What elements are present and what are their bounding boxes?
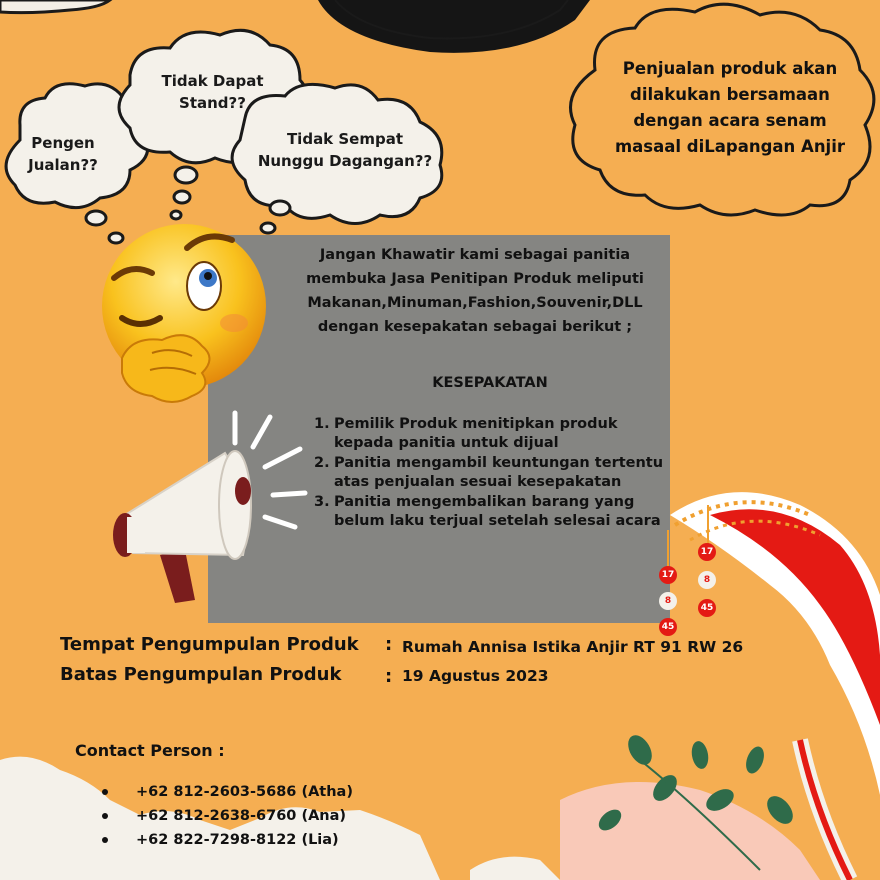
- agreement-item-number: 1.: [314, 416, 330, 432]
- contact-phone: +62 822-7298-8122 (Lia): [136, 832, 339, 848]
- contact-item: [100, 804, 353, 828]
- thought-cloud-left-text: [8, 132, 118, 176]
- deadline-colon: :: [385, 666, 393, 687]
- contact-title: Contact Person :: [75, 741, 225, 760]
- contact-item: [100, 828, 353, 852]
- agreement-item-number: 2.: [314, 455, 330, 471]
- intro-line: Makanan,Minuman,Fashion,Souvenir,DLL: [307, 295, 643, 311]
- contact-phone: +62 812-2638-6760 (Ana): [136, 808, 347, 824]
- thought-cloud-middle-label: Tidak Dapat Stand??: [161, 72, 264, 112]
- agreement-item-text: Panitia mengembalikan barang yang belum laku terjual setelah selesai acara: [334, 494, 661, 529]
- intro-line: membuka Jasa Penitipan Produk meliputi: [306, 271, 644, 287]
- ornament-tag: 45: [698, 599, 716, 617]
- deadline-label: Batas Pengumpulan Produk: [60, 664, 342, 685]
- thought-cloud-right-label: Tidak Sempat Nunggu Dagangan??: [257, 130, 433, 170]
- contact-phone: +62 812-2603-5686 (Atha): [136, 784, 353, 800]
- agreement-list: [314, 415, 664, 532]
- deadline-value: 19 Agustus 2023: [402, 667, 549, 685]
- thought-cloud-right-text: [250, 128, 440, 172]
- agreement-item-number: 3.: [314, 494, 330, 510]
- note-text: Penjualan produk akan dilakukan bersamaan dengan acara senam masaal diLapangan Anjir: [614, 59, 846, 156]
- megaphone-icon: [105, 405, 315, 610]
- ornament-tag: 8: [659, 592, 677, 610]
- bullet-icon: [102, 837, 108, 843]
- ornament-tag: 45: [659, 618, 677, 636]
- agreement-item: [314, 493, 664, 531]
- ornament-tag: 17: [698, 543, 716, 561]
- ornament-tag: 8: [698, 571, 716, 589]
- thought-cloud-left-label: Pengen Jualan??: [28, 134, 98, 174]
- thought-cloud-middle-text: [140, 70, 285, 114]
- location-value: Rumah Annisa Istika Anjir RT 91 RW 26: [402, 638, 744, 656]
- bullet-icon: [102, 789, 108, 795]
- intro-line: dengan kesepakatan sebagai berikut ;: [317, 319, 633, 335]
- location-colon: :: [385, 634, 393, 655]
- contact-list: [100, 780, 353, 852]
- bullet-icon: [102, 813, 108, 819]
- intro-line: Jangan Khawatir kami sebagai panitia: [319, 247, 631, 263]
- agreement-item: [314, 454, 664, 492]
- agreement-item-text: Pemilik Produk menitipkan produk kepada panitia untuk dijual: [334, 416, 618, 451]
- thinking-emoji-icon: [92, 218, 287, 413]
- ornament-tag: 17: [659, 566, 677, 584]
- agreement-item-text: Panitia mengambil keuntungan tertentu atas penjualan sesuai kesepakatan: [334, 455, 664, 490]
- location-label: Tempat Pengumpulan Produk: [60, 634, 359, 655]
- agreement-title: KESEPAKATAN: [432, 375, 548, 391]
- agreement-item: [314, 415, 664, 453]
- intro-text: [270, 243, 680, 339]
- contact-item: [100, 780, 353, 804]
